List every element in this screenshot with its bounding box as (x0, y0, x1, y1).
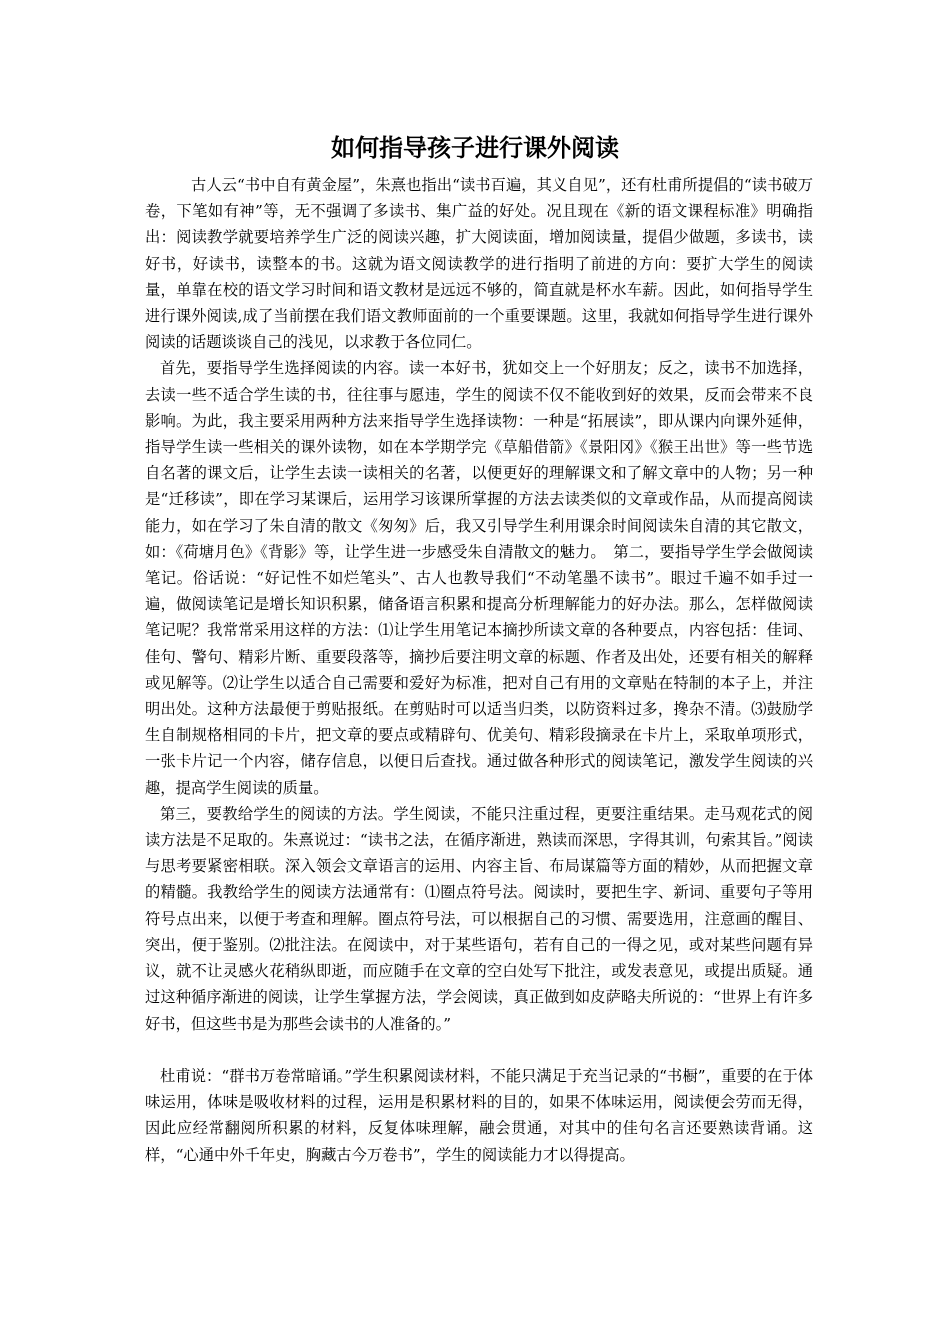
paragraph-spacer (145, 1037, 813, 1063)
paragraph-intro: 古人云“书中自有黄金屋”，朱熹也指出“读书百遍，其义自见”，还有杜甫所提倡的“读书破万卷，下笔如有神”等，无不强调了多读书、集广益的好处。况且现在《新的语文课程标准》明确指出：阅读教学就要培养学生广泛的阅读兴趣，扩大阅读面，增加阅读量，提倡少做题，多读书，读好书，好读书，读整本的书。这就为语文阅读教学的进行指明了前进的方向：要扩大学生的阅读量，单靠在校的语文学习时间和语文教材是远远不够的，简直就是杯水车薪。因此，如何指导学生进行课外阅读,成了当前摆在我们语文教师面前的一个重要课题。这里，我就如何指导学生进行课外阅读的话题谈谈自己的浅见，以求教于各位同仁。 (145, 176, 813, 352)
paragraph-closing: 杜甫说：“群书万卷常暗诵。”学生积累阅读材料，不能只满足于充当记录的“书橱”，重要的在于体味运用，体味是吸收材料的过程，运用是积累材料的目的，如果不体味运用，阅读便会劳而无得，因此应经常翻阅所积累的材料，反复体味理解，融会贯通，对其中的佳句名言还要熟读背诵。这样，“心通中外千年史，胸藏古今万卷书”，学生的阅读能力才以得提高。 (145, 1066, 813, 1164)
paragraph-third: 第三，要教给学生的阅读的方法。学生阅读，不能只注重过程，更要注重结果。走马观花式的阅读方法是不足取的。朱熹说过：“读书之法，在循序渐进，熟读而深思，字得其训，句索其旨。”阅读与思考要紧密相联。深入领会文章语言的运用、内容主旨、布局谋篇等方面的精妙，从而把握文章的精髓。我教给学生的阅读方法通常有：⑴圈点符号法。阅读时，要把生字、新词、重要句子等用符号点出来，以便于考查和理解。圈点符号法，可以根据自己的习惯、需要选用，注意画的醒目、突出，便于鉴别。⑵批注法。在阅读中，对于某些语句，若有自己的一得之见，或对某些问题有异议，就不让灵感火花稍纵即逝，而应随手在文章的空白处写下批注，或发表意见，或提出质疑。通过这种循序渐进的阅读，让学生掌握方法，学会阅读，真正做到如皮萨略夫所说的：“世界上有许多好书，但这些书是为那些会读书的人准备的。” (145, 804, 813, 1033)
document-title: 如何指导孩子进行课外阅读 (331, 133, 619, 162)
paragraph-first-and-second: 首先，要指导学生选择阅读的内容。读一本好书，犹如交上一个好朋友；反之，读书不加选择，去读一些不适合学生读的书，往往事与愿违，学生的阅读不仅不能收到好的效果，反而会带来不良影响。为此，我主要采用两种方法来指导学生选择读物：一种是“拓展读”，即从课内向课外延伸，指导学生读一些相关的课外读物，如在本学期学完《草船借箭》《景阳冈》《猴王出世》等一些节选自名著的课文后，让学生去读一读相关的名著，以便更好的理解课文和了解文章中的人物；另一种是“迁移读”，即在学习某课后，运用学习该课所掌握的方法去读类似的文章或作品，从而提高阅读能力，如在学习了朱自清的散文《匆匆》后，我又引导学生利用课余时间阅读朱自清的其它散文，如：《荷塘月色》《背影》等，让学生进一步感受朱自清散文的魅力。 第二，要指导学生学会做阅读笔记。俗话说：“好记性不如烂笔头”、古人也教导我们“不动笔墨不读书”。眼过千遍不如手过一遍，做阅读笔记是增长知识积累，储备语言积累和提高分析理解能力的好办法。那么，怎样做阅读笔记呢？我常常采用这样的方法：⑴让学生用笔记本摘抄所读文章的各种要点，内容包括：佳词、佳句、警句、精彩片断、重要段落等，摘抄后要注明文章的标题、作者及出处，还要有相关的解释或见解等。⑵让学生以适合自己需要和爱好为标准，把对自己有用的文章贴在特制的本子上，并注明出处。这种方法最便于剪贴报纸。在剪贴时可以适当归类，以防资料过多，搀杂不清。⑶鼓励学生自制规格相同的卡片，把文章的要点或精辟句、优美句、精彩段摘录在卡片上，采取单项形式，一张卡片记一个内容，储存信息，以便日后查找。通过做各种形式的阅读笔记，激发学生阅读的兴趣，提高学生阅读的质量。 (145, 359, 813, 797)
document-body (145, 172, 813, 1168)
